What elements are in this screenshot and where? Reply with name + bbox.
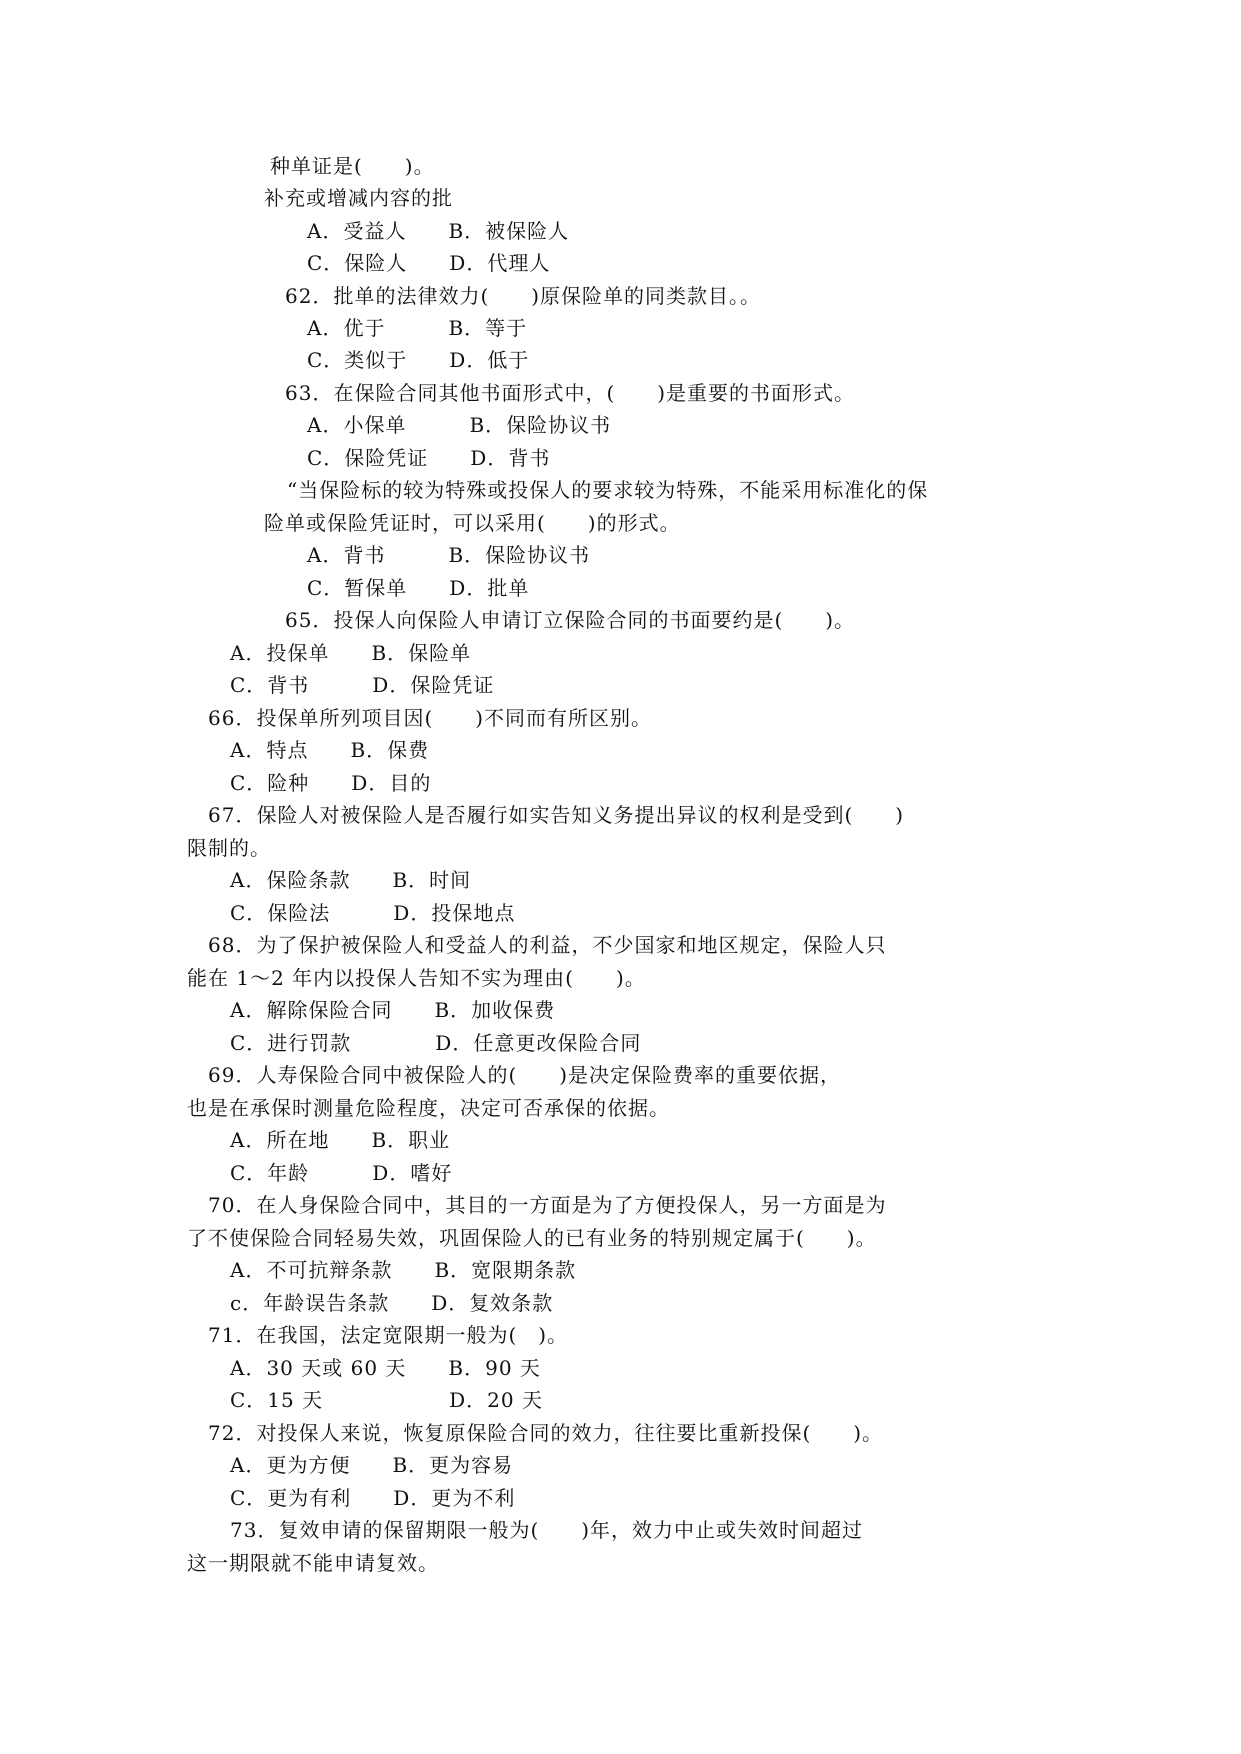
option-line: A．更为方便 B．更为容易 <box>230 1453 514 1477</box>
option-line: A．所在地 B．职业 <box>230 1128 451 1152</box>
option-line: A．不可抗辩条款 B．宽限期条款 <box>230 1258 577 1282</box>
question-68: 68．为了保护被保险人和受益人的利益，不少国家和地区规定，保险人只 <box>208 933 887 957</box>
text-line: 能在 1～2 年内以投保人告知不实为理由( )。 <box>187 966 646 990</box>
question-69: 69．人寿保险合同中被保险人的( )是决定保险费率的重要依据， <box>208 1063 842 1087</box>
option-line: C．背书 D．保险凭证 <box>230 673 495 697</box>
option-line: A．投保单 B．保险单 <box>230 641 472 665</box>
question-73: 73．复效申请的保留期限一般为( )年，效力中止或失效时间超过 <box>230 1518 864 1542</box>
question-67: 67．保险人对被保险人是否履行如实告知义务提出异议的权利是受到( ) <box>208 803 905 827</box>
option-line: A．保险条款 B．时间 <box>230 868 472 892</box>
option-line: C．进行罚款 D．任意更改保险合同 <box>230 1031 642 1055</box>
option-line: A．背书 B．保险协议书 <box>307 543 591 567</box>
text-line: 限制的。 <box>187 836 271 860</box>
text-line: 险单或保险凭证时，可以采用( )的形式。 <box>264 511 681 535</box>
option-line: C．保险凭证 D．背书 <box>307 446 551 470</box>
option-line: A．30 天或 60 天 B．90 天 <box>230 1356 541 1380</box>
option-line: A．小保单 B．保险协议书 <box>307 413 612 437</box>
text-line: 种单证是( )。 <box>270 154 435 178</box>
text-line: 补充或增减内容的批 <box>264 186 453 210</box>
question-64: “当保险标的较为特殊或投保人的要求较为特殊，不能采用标准化的保 <box>287 478 929 502</box>
option-line: A．优于 B．等于 <box>307 316 528 340</box>
question-70: 70．在人身保险合同中，其目的一方面是为了方便投保人，另一方面是为 <box>208 1193 887 1217</box>
option-line: C．险种 D．目的 <box>230 771 432 795</box>
question-71: 71．在我国，法定宽限期一般为( )。 <box>208 1323 569 1347</box>
option-line: C．保险法 D．投保地点 <box>230 901 516 925</box>
option-line: C．类似于 D．低于 <box>307 348 530 372</box>
option-line: A．受益人 B．被保险人 <box>307 219 570 243</box>
question-63: 63．在保险合同其他书面形式中，( )是重要的书面形式。 <box>285 381 856 405</box>
question-65: 65．投保人向保险人申请订立保险合同的书面要约是( )。 <box>285 608 856 632</box>
option-line: C．暂保单 D．批单 <box>307 576 530 600</box>
option-line: C．年龄 D．嗜好 <box>230 1161 453 1185</box>
option-line: c．年龄误告条款 D．复效条款 <box>230 1291 554 1315</box>
option-line: A．解除保险合同 B．加收保费 <box>230 998 556 1022</box>
text-line: 这一期限就不能申请复效。 <box>187 1551 439 1575</box>
text-line: 也是在承保时测量危险程度，决定可否承保的依据。 <box>187 1096 670 1120</box>
text-line: 了不使保险合同轻易失效，巩固保险人的已有业务的特别规定属于( )。 <box>187 1226 877 1250</box>
option-line: C．保险人 D．代理人 <box>307 251 551 275</box>
option-line: C．更为有利 D．更为不利 <box>230 1486 516 1510</box>
question-66: 66．投保单所列项目因( )不同而有所区别。 <box>208 706 653 730</box>
question-62: 62．批单的法律效力( )原保险单的同类款目。。 <box>285 284 762 308</box>
option-line: A．特点 B．保费 <box>230 738 430 762</box>
question-72: 72．对投保人来说，恢复原保险合同的效力，往往要比重新投保( )。 <box>208 1421 884 1445</box>
option-line: C．15 天 D．20 天 <box>230 1388 543 1412</box>
